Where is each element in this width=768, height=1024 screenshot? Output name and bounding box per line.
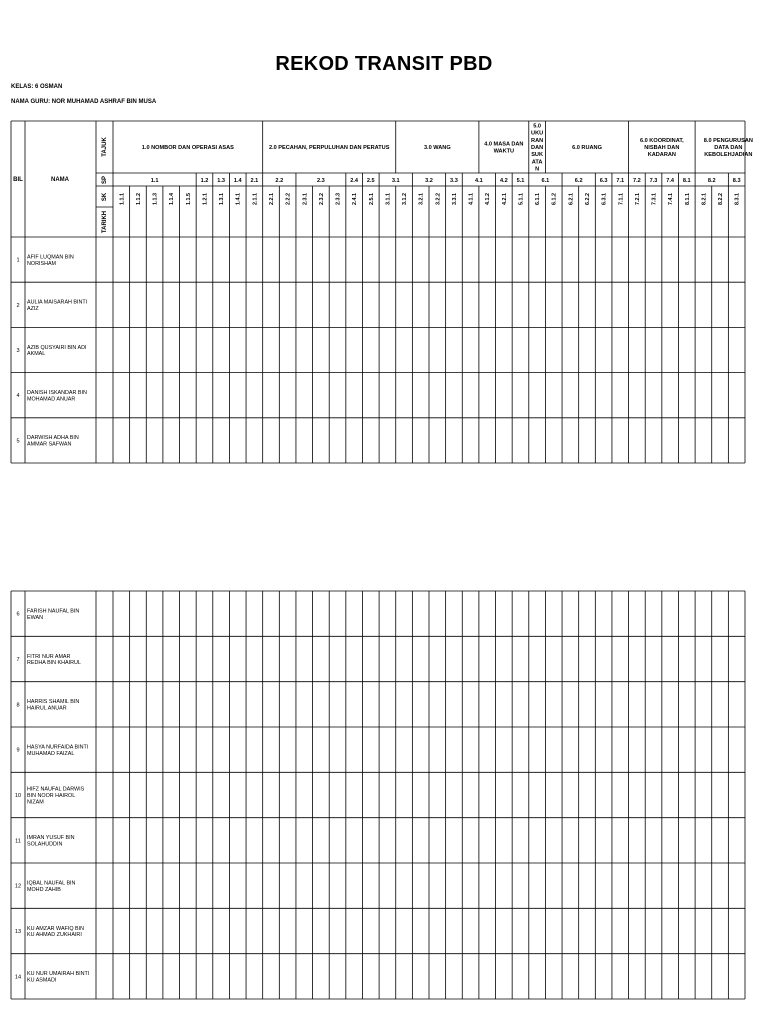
sp-6-3: 6.3 (599, 178, 608, 184)
sk-3-1-1: 3.1.1 (385, 193, 392, 205)
sk-1-1-5: 1.1.5 (185, 193, 192, 205)
sp-7-4: 7.4 (666, 178, 675, 184)
sk-7-4-1: 7.4.1 (668, 193, 675, 205)
student-name-14: KU ASMADI (27, 977, 57, 984)
student-name-1: NORISHAM (27, 260, 57, 267)
sk-4-1-1: 4.1.1 (468, 193, 475, 205)
student-name-7: REDHA BIN KHAIRUL (27, 660, 81, 667)
row-bil-6: 6 (16, 611, 20, 618)
topic-5-title: ATA (531, 159, 543, 166)
topic-8-title: KEBOLEHJADIAN (704, 152, 753, 159)
sk-6-2-2: 6.2.2 (585, 193, 591, 205)
topic-1-title: 1.0 NOMBOR DAN OPERASI ASAS (141, 145, 234, 151)
row-bil-4: 4 (16, 393, 20, 400)
topic-5-title: DAN (531, 145, 544, 151)
sp-8-3: 8.3 (732, 178, 741, 184)
student-name-6: FARISH NAUFAL BIN (27, 608, 80, 615)
class-label: KELAS: 6 OSMAN (11, 84, 63, 90)
sk-5-1-1: 5.1.1 (518, 193, 525, 205)
topic-4-title: WAKTU (493, 148, 515, 155)
sp-1-4: 1.4 (233, 178, 242, 184)
sk-6-2-1: 6.2.1 (568, 193, 575, 205)
sp-8-2: 8.2 (707, 178, 716, 184)
row-bil-5: 5 (16, 438, 20, 445)
sp-2-3: 2.3 (317, 178, 325, 184)
student-name-4: MOHAMAD ANUAR (27, 396, 76, 403)
topic-8-title: DATA DAN (714, 145, 743, 151)
student-name-5: AMMAR SAFWAN (27, 441, 72, 448)
student-name-3: AZIB QUSYAIRI BIN ADI (27, 344, 87, 351)
student-name-10: BIN NOOR HAIROL (27, 793, 76, 799)
topic-5-title: UKU (531, 130, 544, 137)
row-bil-11: 11 (15, 838, 21, 845)
tarikh-label: TARIKH (102, 210, 108, 234)
sp-1-3: 1.3 (217, 178, 225, 184)
student-name-7: FITRI NUR AMAR (27, 653, 71, 660)
topic-5-title: RAN (531, 137, 544, 144)
topic-5-title: 5.0 (533, 123, 541, 130)
sk-1-1-3: 1.1.3 (152, 193, 159, 205)
sp-3-1: 3.1 (391, 178, 400, 184)
sk-6-3-1: 6.3.1 (601, 193, 608, 205)
topic-2-title: 2.0 PECAHAN, PERPULUHAN DAN PERATUS (268, 145, 390, 151)
student-name-10: NIZAM (27, 799, 44, 806)
sp-3-2: 3.2 (425, 178, 433, 184)
student-name-8: HAIRUL ANUAR (27, 705, 67, 712)
sk-1-4-1: 1.4.1 (235, 193, 242, 205)
sp-2-1: 2.1 (250, 178, 259, 184)
topic-7-title: NISBAH DAN (644, 145, 680, 151)
row-bil-10: 10 (14, 793, 22, 799)
student-name-1: AFIF LUQMAN BIN (27, 254, 74, 261)
student-name-4: DANISH ISKANDAR BIN (27, 390, 87, 396)
sp-7-2: 7.2 (633, 178, 641, 184)
page-title: REKOD TRANSIT PBD (275, 53, 493, 75)
topic-8-title: 8.0 PENGURUSAN (703, 137, 753, 144)
topic-4-title: 4.0 MASA DAN (484, 141, 524, 148)
sk-1-1-2: 1.1.2 (135, 193, 142, 205)
sk-2-3-1: 2.3.1 (302, 193, 309, 205)
sp-6-2: 6.2 (574, 178, 583, 184)
student-name-2: AULIA MAISARAH BINTI (27, 299, 88, 306)
row-bil-3: 3 (16, 348, 20, 354)
student-name-12: IQBAL NAUFAL BIN (27, 880, 76, 887)
student-name-13: KU AMZAR WAFIQ BIN (27, 925, 85, 932)
sp-5-1: 5.1 (516, 178, 525, 184)
sk-4-1-2: 4.1.2 (485, 193, 492, 205)
sk-2-3-2: 2.3.2 (318, 193, 325, 205)
sk-label: SK (102, 192, 108, 202)
row-bil-8: 8 (16, 702, 20, 709)
sp-4-1: 4.1 (475, 178, 483, 184)
sk-8-2-2: 8.2.2 (718, 193, 725, 205)
student-name-3: AKMAL (27, 351, 46, 358)
sk-3-2-1: 3.2.1 (418, 193, 425, 205)
sk-2-2-1: 2.2.1 (269, 193, 275, 205)
topic-7-title: KADARAN (647, 152, 676, 159)
student-name-12: MOHD ZAHIB (27, 886, 61, 893)
sk-2-1-1: 2.1.1 (252, 193, 259, 205)
row-bil-14: 14 (14, 974, 22, 981)
sk-2-3-3: 2.3.3 (335, 193, 342, 205)
student-name-9: HASYA NURFAIDA BINTI (27, 744, 89, 751)
sk-3-2-2: 3.2.2 (435, 193, 442, 205)
row-bil-12: 12 (14, 883, 22, 890)
sk-8-3-1: 8.3.1 (734, 193, 741, 205)
sk-1-1-1: 1.1.1 (119, 193, 126, 205)
sk-7-3-1: 7.3.1 (651, 193, 658, 205)
sp-label: SP (102, 175, 108, 185)
sp-7-3: 7.3 (649, 178, 658, 184)
student-name-9: MUHAMAD FAIZAL (27, 750, 75, 757)
topic-5-title: N (535, 166, 540, 173)
sk-7-2-1: 7.2.1 (634, 193, 641, 205)
sk-4-2-1: 4.2.1 (501, 193, 508, 205)
topic-7-title: 6.0 KOORDINAT, (639, 137, 684, 144)
student-name-10: HIFZ NAUFAL DARWIS (27, 786, 85, 793)
sp-2-4: 2.4 (350, 178, 359, 184)
sk-6-1-1: 6.1.1 (535, 193, 542, 205)
sp-8-1: 8.1 (682, 178, 691, 184)
sp-6-1: 6.1 (541, 178, 550, 184)
row-bil-13: 13 (14, 929, 22, 935)
sk-6-1-2: 6.1.2 (551, 193, 558, 205)
sk-1-2-1: 1.2.1 (202, 193, 209, 205)
row-bil-2: 2 (16, 302, 20, 309)
student-name-13: KU AHMAD ZUKHAIRI (27, 932, 82, 939)
sp-1-2: 1.2 (200, 178, 209, 184)
sk-7-1-1: 7.1.1 (618, 193, 625, 205)
student-name-5: DARWISH ADHA BIN (27, 435, 79, 442)
sp-2-5: 2.5 (366, 178, 375, 184)
nama-header: NAMA (51, 177, 69, 183)
student-name-11: IMRAN YUSUF BIN (27, 835, 75, 842)
topic-6-title: 6.0 RUANG (572, 145, 602, 151)
sk-1-1-4: 1.1.4 (169, 193, 176, 205)
student-name-11: SOLAHUDDIN (27, 841, 63, 848)
sp-1-1: 1.1 (150, 178, 159, 184)
sk-2-4-1: 2.4.1 (352, 193, 359, 205)
sp-4-2: 4.2 (499, 178, 508, 184)
sk-8-2-1: 8.2.1 (701, 193, 708, 205)
row-bil-1: 1 (16, 257, 20, 264)
topic-3-title: 3.0 WANG (423, 145, 451, 151)
sk-2-5-1: 2.5.1 (368, 193, 375, 205)
tajuk-label: TAJUK (102, 137, 108, 157)
sk-3-3-1: 3.3.1 (451, 193, 458, 205)
teacher-label: NAMA GURU: NOR MUHAMAD ASHRAF BIN MUSA (11, 99, 157, 105)
student-name-14: KU NUR UMAIRAH BINTI (27, 971, 90, 978)
sp-3-3: 3.3 (450, 178, 458, 184)
student-name-2: AZIZ (27, 306, 39, 312)
student-name-8: HARRIS SHAMIL BIN (27, 699, 80, 706)
sk-3-1-2: 3.1.2 (402, 193, 409, 205)
sp-7-1: 7.1 (616, 178, 625, 184)
sk-8-1-1: 8.1.1 (684, 193, 691, 205)
row-bil-7: 7 (16, 657, 20, 663)
student-name-6: EWAN (27, 614, 43, 621)
row-bil-9: 9 (16, 747, 20, 754)
sk-2-2-2: 2.2.2 (285, 193, 292, 205)
sp-2-2: 2.2 (275, 178, 284, 184)
sk-1-3-1: 1.3.1 (219, 193, 226, 205)
topic-5-title: SUK (531, 152, 544, 159)
bil-header: BIL (13, 177, 23, 183)
